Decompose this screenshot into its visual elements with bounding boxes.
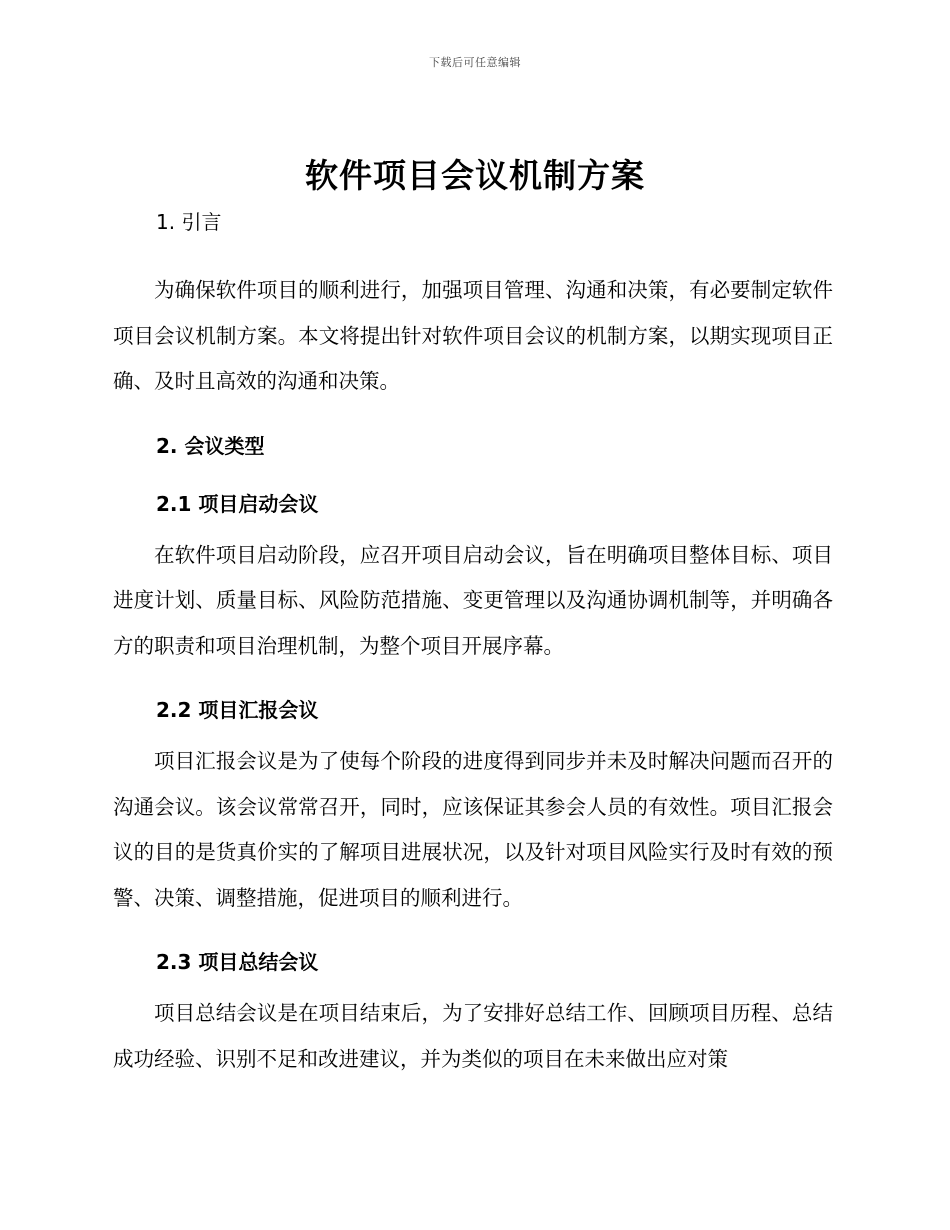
section-heading-types: 2. 会议类型 <box>156 433 265 458</box>
section-heading-summary: 2.3 项目总结会议 <box>156 950 319 974</box>
spacer <box>113 463 833 487</box>
spacer <box>113 521 833 533</box>
spacer <box>113 405 833 429</box>
header-note: 下载后可任意编辑 <box>429 56 521 69</box>
section-heading-intro: 1. 引言 <box>156 210 222 234</box>
spacer <box>113 239 833 268</box>
spacer <box>113 727 833 739</box>
spacer <box>113 921 833 945</box>
section-heading-report: 2.2 项目汇报会议 <box>156 698 319 722</box>
spacer <box>113 669 833 693</box>
section-heading-kickoff: 2.1 项目启动会议 <box>156 491 319 516</box>
spacer <box>113 979 833 991</box>
paragraph-report: 项目汇报会议是为了使每个阶段的进度得到同步并未及时解决问题而召开的沟通会议。该会议常常召开，同时，应该保证其参会人员的有效性。项目汇报会议的目的是货真价实的了解项目进展状况，以及针对项目风险实行及时有效的预警、决策、调整措施，促进项目的顺利进行。 <box>113 749 833 910</box>
paragraph-summary: 项目总结会议是在项目结束后，为了安排好总结工作、回顾项目历程、总结成功经验、识别不足和改进建议，并为类似的项目在未来做出应对策 <box>113 1001 833 1071</box>
document-title: 软件项目会议机制方案 <box>305 156 645 195</box>
paragraph-intro: 为确保软件项目的顺利进行，加强项目管理、沟通和决策，有必要制定软件项目会议机制方案。本文将提出针对软件项目会议的机制方案，以期实现项目正确、及时且高效的沟通和决策。 <box>113 278 833 393</box>
paragraph-kickoff: 在软件项目启动阶段，应召开项目启动会议，旨在明确项目整体目标、项目进度计划、质量目标、风险防范措施、变更管理以及沟通协调机制等，并明确各方的职责和项目治理机制，为整个项目开展序幕。 <box>113 542 833 658</box>
document-body <box>113 205 833 1082</box>
